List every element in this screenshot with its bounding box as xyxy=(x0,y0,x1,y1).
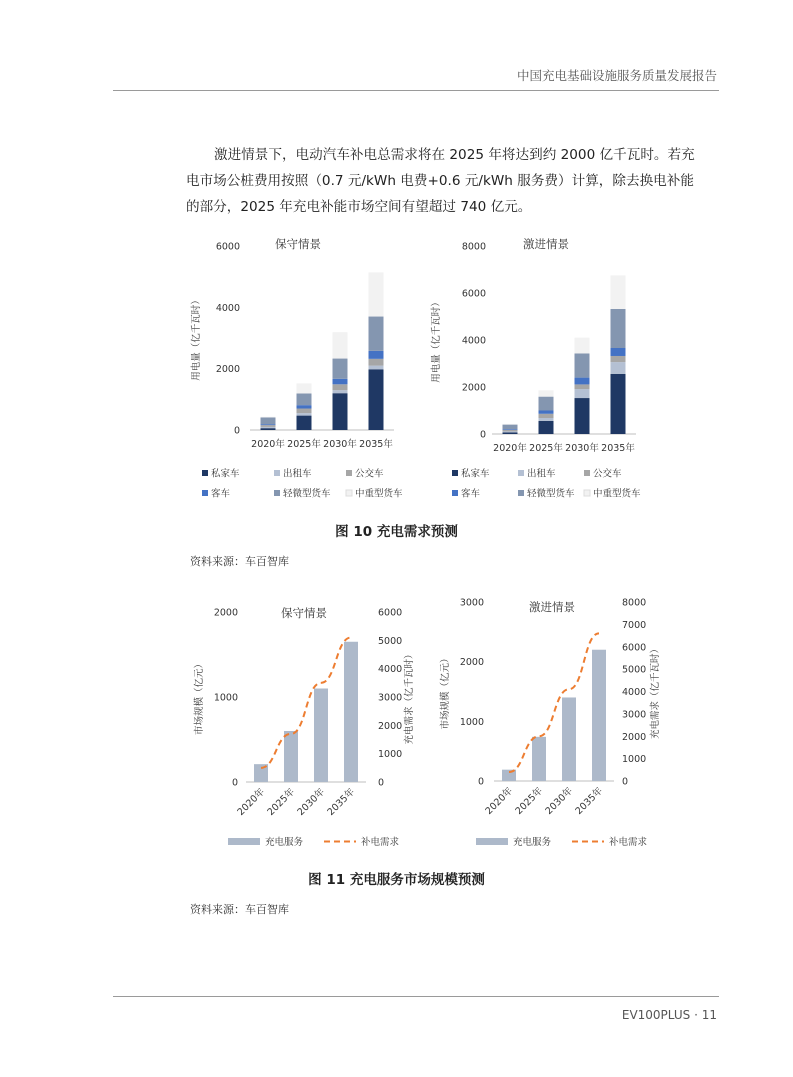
y2-tick-label: 4000 xyxy=(378,664,403,676)
bar-segment xyxy=(611,348,626,356)
bar-segment xyxy=(369,351,384,359)
demand-line xyxy=(509,633,599,772)
y2-tick-label: 0 xyxy=(378,777,385,789)
bar-segment xyxy=(575,338,590,354)
x-tick-label: 2025年 xyxy=(529,443,563,454)
y-tick-label: 1000 xyxy=(213,692,238,704)
bar-segment xyxy=(261,428,276,430)
legend-label: 中重型货车 xyxy=(355,488,403,500)
body-paragraph: 激进情景下，电动汽车补电总需求将在 2025 年将达到约 2000 亿千瓦时。若充电市场公桩费用按照（0.7 元/kWh 电费+0.6 元/kWh 服务费）计算，除去换电补能的部分，2025 年充电补能市场空间有望超过 740 亿元。 xyxy=(186,147,695,215)
bar xyxy=(532,737,546,781)
combo-chart-conservative xyxy=(190,595,440,855)
legend-label: 客车 xyxy=(461,488,481,500)
legend-label: 客车 xyxy=(211,488,231,500)
bar-segment xyxy=(575,353,590,377)
bar-segment xyxy=(369,272,384,316)
bar-segment xyxy=(503,431,518,432)
chart-title: 激进情景 xyxy=(529,600,575,614)
y-tick-label: 0 xyxy=(477,776,484,788)
bar xyxy=(562,697,576,781)
footer-divider xyxy=(113,996,719,997)
bar-segment xyxy=(297,413,312,415)
stacked-bar-chart-conservative xyxy=(190,232,420,512)
y-tick-label: 4000 xyxy=(215,302,240,314)
y-tick-label: 2000 xyxy=(459,657,484,669)
y2-tick-label: 2000 xyxy=(622,731,647,743)
legend-swatch xyxy=(346,470,352,476)
x-tick-label: 2020年 xyxy=(251,439,285,450)
legend-label: 充电服务 xyxy=(513,837,552,848)
legend-swatch xyxy=(452,490,458,496)
y-axis-label: 市场规模（亿元） xyxy=(440,653,451,730)
y2-axis-label: 充电需求（亿千瓦时） xyxy=(404,649,415,745)
y2-tick-label: 7000 xyxy=(622,619,647,631)
y-tick-label: 2000 xyxy=(461,382,486,394)
y-tick-label: 0 xyxy=(231,777,238,789)
bar-segment xyxy=(575,378,590,385)
x-tick-label: 2030年 xyxy=(565,443,599,454)
legend-label: 轻微型货车 xyxy=(283,488,331,500)
figure-11-source: 资料来源：车百智库 xyxy=(190,903,289,916)
bar-segment xyxy=(333,390,348,393)
y2-tick-label: 1000 xyxy=(622,754,647,766)
bar-segment xyxy=(333,384,348,390)
legend-swatch xyxy=(584,490,590,496)
bar-segment xyxy=(575,384,590,389)
legend-swatch xyxy=(202,490,208,496)
figure-10-caption: 图 10 充电需求预测 xyxy=(335,524,458,540)
bar-segment xyxy=(333,359,348,379)
x-tick-label: 2020年 xyxy=(483,785,516,817)
demand-line xyxy=(261,638,351,768)
legend-label: 私家车 xyxy=(461,468,490,480)
x-tick-label: 2035年 xyxy=(325,786,358,818)
legend-swatch xyxy=(584,470,590,476)
bar-segment xyxy=(539,418,554,421)
legend-swatch-bar xyxy=(476,838,508,845)
bar-segment xyxy=(503,429,518,430)
y-tick-label: 3000 xyxy=(459,597,484,609)
bar-segment xyxy=(539,421,554,434)
y2-tick-label: 6000 xyxy=(622,642,647,654)
y2-tick-label: 3000 xyxy=(378,692,403,704)
y-tick-label: 6000 xyxy=(461,288,486,300)
bar-segment xyxy=(369,359,384,366)
bar-segment xyxy=(611,356,626,362)
bar-segment xyxy=(611,275,626,309)
legend-label: 公交车 xyxy=(355,468,384,480)
bar-segment xyxy=(333,393,348,430)
bar-segment xyxy=(575,389,590,398)
bar-segment xyxy=(297,416,312,430)
legend-label: 出租车 xyxy=(283,468,312,480)
y2-tick-label: 5000 xyxy=(378,635,403,647)
legend-label: 轻微型货车 xyxy=(527,488,575,500)
y-tick-label: 6000 xyxy=(215,241,240,253)
legend-swatch xyxy=(346,490,352,496)
bar-segment xyxy=(503,425,518,430)
y-axis-label: 市场规模（亿元） xyxy=(194,658,205,736)
x-tick-label: 2030年 xyxy=(323,439,357,450)
y-tick-label: 0 xyxy=(233,425,240,437)
bar-segment xyxy=(261,427,276,428)
legend-swatch xyxy=(452,470,458,476)
legend-label: 出租车 xyxy=(527,468,556,480)
y-tick-label: 2000 xyxy=(213,607,238,619)
legend-label: 中重型货车 xyxy=(593,488,641,500)
x-tick-label: 2025年 xyxy=(513,785,546,817)
x-tick-label: 2035年 xyxy=(573,785,606,817)
legend-label: 私家车 xyxy=(211,468,240,480)
bar-segment xyxy=(333,332,348,358)
y-axis-label: 用电量（亿千瓦时） xyxy=(431,297,442,383)
bar-segment xyxy=(539,397,554,411)
bar-segment xyxy=(369,369,384,430)
y2-tick-label: 2000 xyxy=(378,720,403,732)
bar xyxy=(592,650,606,781)
y-tick-label: 2000 xyxy=(215,364,240,376)
legend-swatch xyxy=(274,470,280,476)
bar-segment xyxy=(503,432,518,434)
x-tick-label: 2035年 xyxy=(601,443,635,454)
y-tick-label: 4000 xyxy=(461,335,486,347)
y2-tick-label: 5000 xyxy=(622,664,647,676)
y2-tick-label: 0 xyxy=(622,776,629,788)
y-axis-label: 用电量（亿千瓦时） xyxy=(191,295,202,381)
chart-title: 保守情景 xyxy=(281,606,327,620)
bar-segment xyxy=(611,362,626,374)
figure-10-source: 资料来源：车百智库 xyxy=(190,555,289,568)
bar-segment xyxy=(297,405,312,408)
x-tick-label: 2030年 xyxy=(543,785,576,817)
bar-segment xyxy=(539,390,554,396)
y-tick-label: 1000 xyxy=(459,716,484,728)
bar xyxy=(344,642,358,782)
bar-segment xyxy=(261,417,276,424)
bar-segment xyxy=(261,425,276,427)
bar-segment xyxy=(539,411,554,414)
bar-segment xyxy=(261,424,276,425)
y2-tick-label: 1000 xyxy=(378,749,403,761)
bar-segment xyxy=(297,394,312,406)
legend-label: 充电服务 xyxy=(265,837,304,848)
bar-segment xyxy=(611,374,626,434)
bar-segment xyxy=(539,414,554,418)
bar-segment xyxy=(297,409,312,414)
report-header-title: 中国充电基础设施服务质量发展报告 xyxy=(516,68,717,83)
bar-segment xyxy=(503,430,518,431)
chart-title: 激进情景 xyxy=(523,237,569,251)
legend-swatch xyxy=(518,470,524,476)
legend-swatch xyxy=(274,490,280,496)
legend-label: 补电需求 xyxy=(609,837,648,848)
y2-axis-label: 充电需求（亿千瓦时） xyxy=(650,643,661,740)
y2-tick-label: 6000 xyxy=(378,607,403,619)
bar-segment xyxy=(369,317,384,351)
y2-tick-label: 3000 xyxy=(622,709,647,721)
y2-tick-label: 8000 xyxy=(622,597,647,609)
legend-label: 补电需求 xyxy=(361,837,400,848)
legend-label: 公交车 xyxy=(593,468,622,480)
chart-title: 保守情景 xyxy=(275,237,321,251)
y2-tick-label: 4000 xyxy=(622,687,647,698)
x-tick-label: 2025年 xyxy=(287,439,321,450)
bar-segment xyxy=(369,366,384,370)
y-tick-label: 0 xyxy=(479,429,486,441)
stacked-bar-chart-aggressive xyxy=(428,232,658,512)
bar xyxy=(314,689,328,783)
x-tick-label: 2025年 xyxy=(265,786,298,818)
x-tick-label: 2020年 xyxy=(235,786,268,818)
footer-page-label: EV100PLUS · 11 xyxy=(621,1008,717,1022)
legend-swatch xyxy=(202,470,208,476)
x-tick-label: 2020年 xyxy=(493,443,527,454)
legend-swatch xyxy=(518,490,524,496)
combo-chart-aggressive xyxy=(440,595,690,855)
bar-segment xyxy=(503,424,518,425)
bar-segment xyxy=(575,398,590,434)
bar-segment xyxy=(333,379,348,385)
bar-segment xyxy=(261,417,276,418)
x-tick-label: 2030年 xyxy=(295,786,328,818)
bar xyxy=(284,731,298,782)
y-tick-label: 8000 xyxy=(461,241,486,253)
header-divider xyxy=(113,90,719,91)
bar-segment xyxy=(297,383,312,393)
figure-11-caption: 图 11 充电服务市场规模预测 xyxy=(308,872,485,888)
bar-segment xyxy=(611,309,626,348)
x-tick-label: 2035年 xyxy=(359,439,393,450)
legend-swatch-bar xyxy=(228,838,260,845)
